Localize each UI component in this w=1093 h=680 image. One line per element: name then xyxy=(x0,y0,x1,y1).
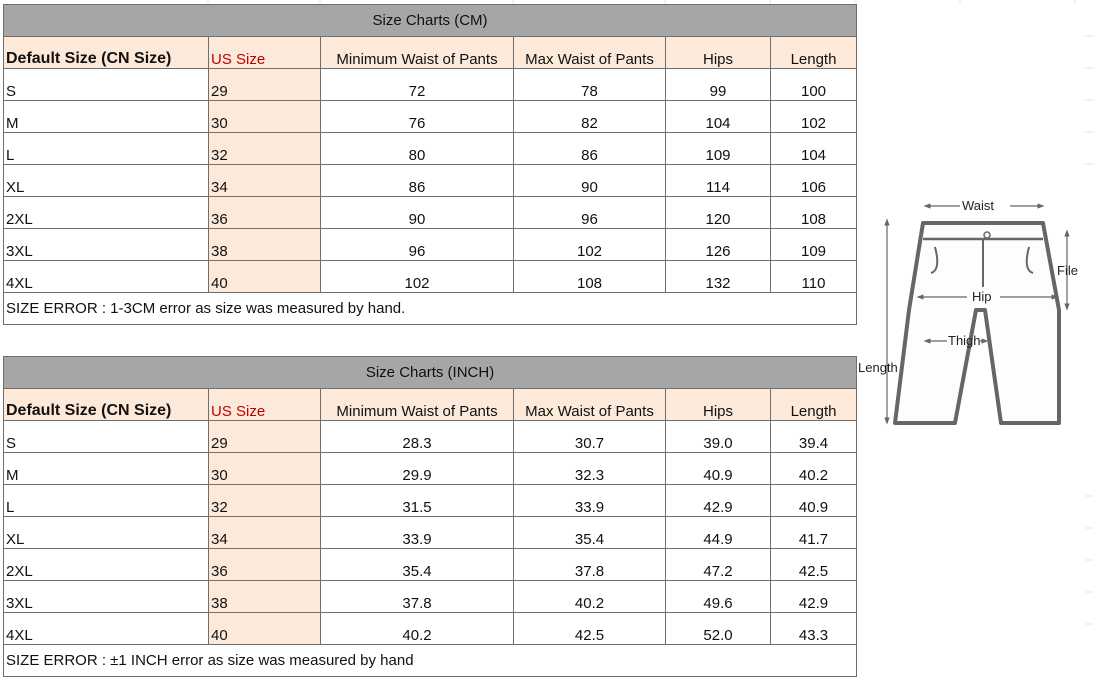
cell-min-waist: 29.9 xyxy=(321,453,514,485)
size-error-note: SIZE ERROR : 1-3CM error as size was measured by hand. xyxy=(4,293,857,325)
cell-length: 43.3 xyxy=(771,613,857,645)
cell-length: 40.9 xyxy=(771,485,857,517)
cell-hips: 126 xyxy=(666,229,771,261)
cell-max-waist: 33.9 xyxy=(514,485,666,517)
cell-cn-size: M xyxy=(4,101,209,133)
cell-length: 39.4 xyxy=(771,421,857,453)
header-row xyxy=(4,389,857,421)
file-label: File xyxy=(1057,263,1078,278)
table-row xyxy=(4,549,857,581)
cell-max-waist: 37.8 xyxy=(514,549,666,581)
table-row xyxy=(4,517,857,549)
table-row xyxy=(4,133,857,165)
waist-label: Waist xyxy=(962,198,995,213)
cell-max-waist: 96 xyxy=(514,197,666,229)
cell-cn-size: 4XL xyxy=(4,613,209,645)
cell-length: 109 xyxy=(771,229,857,261)
cell-max-waist: 108 xyxy=(514,261,666,293)
cell-min-waist: 90 xyxy=(321,197,514,229)
cell-hips: 99 xyxy=(666,69,771,101)
cell-us-size: 32 xyxy=(209,133,321,165)
cell-min-waist: 31.5 xyxy=(321,485,514,517)
cell-max-waist: 82 xyxy=(514,101,666,133)
cell-length: 42.5 xyxy=(771,549,857,581)
cell-min-waist: 96 xyxy=(321,229,514,261)
length-label: Length xyxy=(858,360,898,375)
cell-max-waist: 35.4 xyxy=(514,517,666,549)
table-note-row xyxy=(4,293,857,325)
cell-cn-size: 4XL xyxy=(4,261,209,293)
cell-cn-size: L xyxy=(4,485,209,517)
table-row xyxy=(4,581,857,613)
cell-min-waist: 80 xyxy=(321,133,514,165)
cell-cn-size: 2XL xyxy=(4,549,209,581)
cell-hips: 132 xyxy=(666,261,771,293)
header-us-size: US Size xyxy=(209,389,321,421)
cell-length: 104 xyxy=(771,133,857,165)
table-note-row xyxy=(4,645,857,677)
cell-us-size: 36 xyxy=(209,549,321,581)
cell-cn-size: 3XL xyxy=(4,229,209,261)
cell-length: 42.9 xyxy=(771,581,857,613)
cell-min-waist: 40.2 xyxy=(321,613,514,645)
cell-cn-size: 3XL xyxy=(4,581,209,613)
table-row xyxy=(4,101,857,133)
cell-hips: 120 xyxy=(666,197,771,229)
cell-hips: 49.6 xyxy=(666,581,771,613)
table-row xyxy=(4,485,857,517)
cell-hips: 40.9 xyxy=(666,453,771,485)
cell-cn-size: S xyxy=(4,69,209,101)
table-row xyxy=(4,69,857,101)
header-hips: Hips xyxy=(666,389,771,421)
cell-cn-size: 2XL xyxy=(4,197,209,229)
cell-min-waist: 28.3 xyxy=(321,421,514,453)
cell-length: 102 xyxy=(771,101,857,133)
header-row xyxy=(4,37,857,69)
cell-hips: 39.0 xyxy=(666,421,771,453)
cell-hips: 114 xyxy=(666,165,771,197)
table-row xyxy=(4,613,857,645)
cell-us-size: 40 xyxy=(209,261,321,293)
cell-max-waist: 78 xyxy=(514,69,666,101)
cell-max-waist: 32.3 xyxy=(514,453,666,485)
header-min-waist: Minimum Waist of Pants xyxy=(321,37,514,69)
cell-us-size: 40 xyxy=(209,613,321,645)
pants-outline-icon xyxy=(895,223,1059,423)
cell-us-size: 38 xyxy=(209,581,321,613)
cell-length: 110 xyxy=(771,261,857,293)
cell-us-size: 34 xyxy=(209,165,321,197)
cell-hips: 104 xyxy=(666,101,771,133)
table-row xyxy=(4,229,857,261)
cell-min-waist: 102 xyxy=(321,261,514,293)
cell-hips: 109 xyxy=(666,133,771,165)
cell-us-size: 34 xyxy=(209,517,321,549)
header-hips: Hips xyxy=(666,37,771,69)
cell-cn-size: XL xyxy=(4,517,209,549)
size-chart-inch-table xyxy=(3,356,857,677)
hip-label: Hip xyxy=(972,289,992,304)
header-length: Length xyxy=(771,37,857,69)
table-row xyxy=(4,165,857,197)
cell-cn-size: M xyxy=(4,453,209,485)
cell-min-waist: 76 xyxy=(321,101,514,133)
cell-max-waist: 42.5 xyxy=(514,613,666,645)
cell-length: 108 xyxy=(771,197,857,229)
header-cn-size: Default Size (CN Size) xyxy=(4,37,209,69)
cell-min-waist: 37.8 xyxy=(321,581,514,613)
table-row xyxy=(4,453,857,485)
cell-hips: 52.0 xyxy=(666,613,771,645)
table-title-row xyxy=(4,5,857,37)
cell-us-size: 29 xyxy=(209,69,321,101)
table-row xyxy=(4,421,857,453)
pants-measurement-diagram xyxy=(855,195,1090,430)
header-max-waist: Max Waist of Pants xyxy=(514,37,666,69)
cell-length: 100 xyxy=(771,69,857,101)
table-title: Size Charts (INCH) xyxy=(4,357,857,389)
cell-us-size: 38 xyxy=(209,229,321,261)
cell-us-size: 36 xyxy=(209,197,321,229)
cell-cn-size: XL xyxy=(4,165,209,197)
cell-us-size: 30 xyxy=(209,453,321,485)
cell-hips: 44.9 xyxy=(666,517,771,549)
header-length: Length xyxy=(771,389,857,421)
cell-min-waist: 33.9 xyxy=(321,517,514,549)
cell-length: 106 xyxy=(771,165,857,197)
cell-hips: 47.2 xyxy=(666,549,771,581)
table-row xyxy=(4,197,857,229)
header-us-size: US Size xyxy=(209,37,321,69)
cell-us-size: 29 xyxy=(209,421,321,453)
size-chart-cm-table xyxy=(3,4,857,325)
cell-max-waist: 40.2 xyxy=(514,581,666,613)
size-error-note: SIZE ERROR : ±1 INCH error as size was measured by hand xyxy=(4,645,857,677)
cell-min-waist: 35.4 xyxy=(321,549,514,581)
cell-us-size: 30 xyxy=(209,101,321,133)
table-row xyxy=(4,261,857,293)
table-title: Size Charts (CM) xyxy=(4,5,857,37)
cell-length: 40.2 xyxy=(771,453,857,485)
cell-length: 41.7 xyxy=(771,517,857,549)
cell-hips: 42.9 xyxy=(666,485,771,517)
header-cn-size: Default Size (CN Size) xyxy=(4,389,209,421)
cell-cn-size: S xyxy=(4,421,209,453)
cell-max-waist: 30.7 xyxy=(514,421,666,453)
cell-max-waist: 90 xyxy=(514,165,666,197)
cell-cn-size: L xyxy=(4,133,209,165)
header-min-waist: Minimum Waist of Pants xyxy=(321,389,514,421)
header-max-waist: Max Waist of Pants xyxy=(514,389,666,421)
cell-min-waist: 72 xyxy=(321,69,514,101)
cell-max-waist: 86 xyxy=(514,133,666,165)
cell-min-waist: 86 xyxy=(321,165,514,197)
table-title-row xyxy=(4,357,857,389)
cell-max-waist: 102 xyxy=(514,229,666,261)
thigh-label: Thigh xyxy=(948,333,981,348)
cell-us-size: 32 xyxy=(209,485,321,517)
